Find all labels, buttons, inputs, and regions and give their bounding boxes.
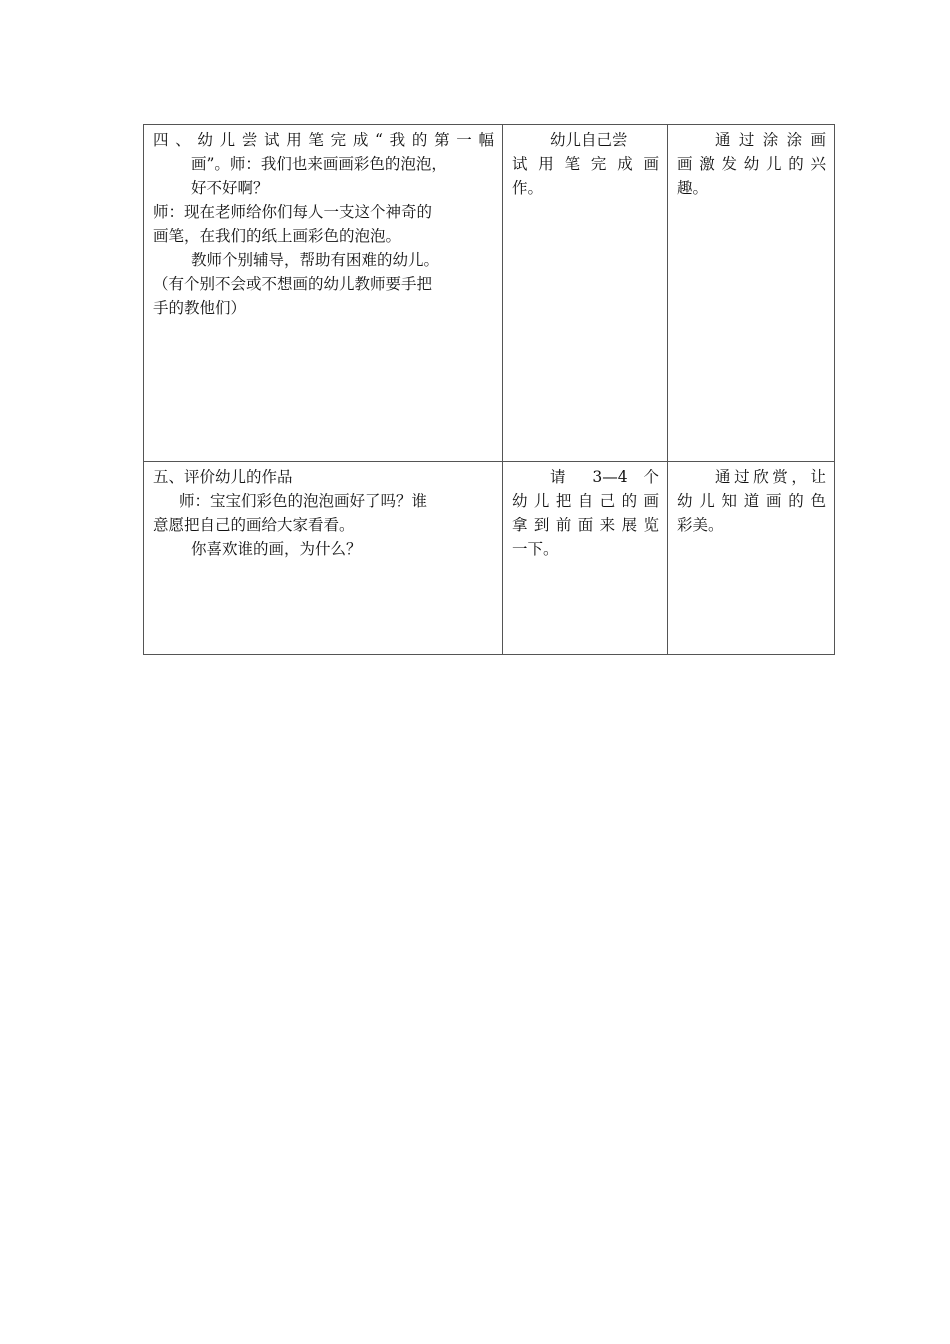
activity-line: 意愿把自己的画给大家看看。 [153,516,355,534]
lesson-plan-table [143,124,835,655]
activity-line: 四、幼儿尝试用笔完成“我的第一幅 [153,131,494,149]
activity-cell [144,462,503,655]
activity-line: 师：现在老师给你们每人一支这个神奇的 [153,203,433,221]
activity-line: 你喜欢谁的画，为什么？ [191,540,362,558]
purpose-cell [668,462,835,655]
activity-line: 画”。师：我们也来画画彩色的泡泡， [191,155,447,173]
activity-line: 画笔，在我们的纸上画彩色的泡泡。 [153,227,402,245]
child-activity-line: 一下。 [512,540,559,558]
activity-cell [144,125,503,462]
activity-line: 教师个别辅导，帮助有困难的幼儿。 [191,251,440,269]
child-activity-cell [503,462,668,655]
child-activity-line: 拿到前面来展览 [512,516,659,534]
child-activity-line: 请 3—4 个 [550,468,659,486]
child-activity-line: 幼儿自己尝 [550,131,628,149]
purpose-line: 通过涂涂画 [715,131,826,149]
purpose-line: 趣。 [677,179,709,197]
purpose-cell [668,125,835,462]
activity-line: 好不好啊？ [191,179,269,197]
table-row [144,462,835,655]
child-activity-line: 作。 [512,179,544,197]
activity-line: （有个别不会或不想画的幼儿教师要手把 [153,275,433,293]
purpose-line: 画激发幼儿的兴 [677,155,826,173]
activity-line: 五、评价幼儿的作品 [153,468,293,486]
purpose-line: 彩美。 [677,516,724,534]
activity-line: 师：宝宝们彩色的泡泡画好了吗？谁 [179,492,428,510]
table-row [144,125,835,462]
child-activity-cell [503,125,668,462]
activity-line: 手的教他们） [153,299,247,317]
child-activity-line: 试用笔完成画 [512,155,659,173]
child-activity-line: 幼儿把自己的画 [512,492,659,510]
purpose-line: 通过欣赏，让 [715,468,826,486]
purpose-line: 幼儿知道画的色 [677,492,826,510]
